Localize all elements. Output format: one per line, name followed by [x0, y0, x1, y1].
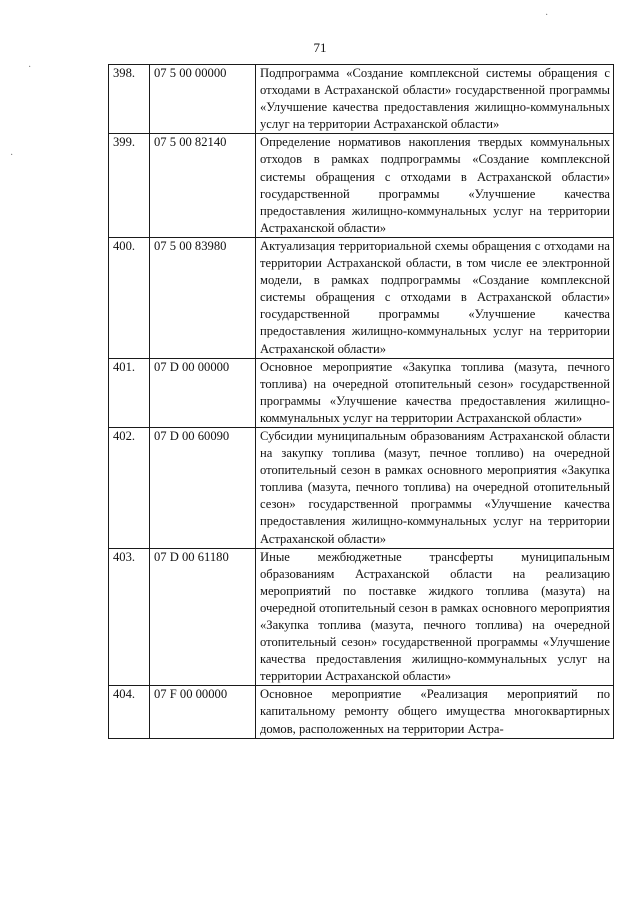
row-number: 400.: [109, 237, 150, 358]
row-description: Основное мероприятие «Закупка топлива (мазута, печного топлива) на очередной отопительный сезон» государственной программы «Улучшение качества предоставления жилищно-коммунальных услуг на территории Астраханской области»: [256, 358, 614, 427]
table-row: [109, 427, 614, 548]
scan-dot: ·: [10, 150, 14, 161]
page-number: 71: [313, 40, 327, 55]
budget-code: 07 D 00 61180: [150, 548, 256, 686]
budget-code: 07 F 00 00000: [150, 686, 256, 738]
row-description: Иные межбюджетные трансферты муниципальным образованиям Астраханской области на реализацию мероприятий по поставке жидкого топлива (мазута) на очередной отопительный сезон в рамках основного мероприятия «Закупка топлива (мазута, печного топлива) на очередной отопительный сезон» государственной программы «Улучшение качества предоставления жилищно-коммунальных услуг на территории Астраханской области»: [256, 548, 614, 686]
row-number: 399.: [109, 134, 150, 238]
scan-dot: ·: [28, 62, 32, 73]
row-number: 404.: [109, 686, 150, 738]
table-row: [109, 237, 614, 358]
table-row: [109, 548, 614, 686]
budget-code: 07 D 00 00000: [150, 358, 256, 427]
table-row: [109, 134, 614, 238]
budget-code: 07 D 00 60090: [150, 427, 256, 548]
row-description: Основное мероприятие «Реализация мероприятий по капитальному ремонту общего имущества многоквартирных домов, расположенных на территории Астра-: [256, 686, 614, 738]
row-description: Субсидии муниципальным образованиям Астраханской области на закупку топлива (мазут, печное топливо) на очередной отопительный сезон в рамках основного мероприятия «Закупка топлива (мазута, печного топлива) на очередной отопительный сезон» государственной программы «Улучшение качества предоставления жилищно-коммунальных услуг на территории Астраханской области»: [256, 427, 614, 548]
budget-code: 07 5 00 00000: [150, 65, 256, 134]
scan-dot: ·: [545, 10, 549, 21]
row-number: 403.: [109, 548, 150, 686]
row-number: 398.: [109, 65, 150, 134]
table-row: [109, 65, 614, 134]
table-row: [109, 358, 614, 427]
budget-code: 07 5 00 82140: [150, 134, 256, 238]
row-description: Подпрограмма «Создание комплексной системы обращения с отходами в Астраханской области» государственной программы «Улучшение качества предоставления жилищно-коммунальных услуг на территории Астраханской области»: [256, 65, 614, 134]
row-number: 401.: [109, 358, 150, 427]
row-number: 402.: [109, 427, 150, 548]
budget-code-table: [108, 64, 614, 739]
table-row: [109, 686, 614, 738]
row-description: Определение нормативов накопления твердых коммунальных отходов в рамках подпрограммы «Создание комплексной системы обращения с отходами в Астраханской области» государственной программы «Улучшение качества предоставления жилищно-коммунальных услуг на территории Астраханской области»: [256, 134, 614, 238]
budget-code: 07 5 00 83980: [150, 237, 256, 358]
row-description: Актуализация территориальной схемы обращения с отходами на территории Астраханской области, в том числе ее электронной модели, в рамках подпрограммы «Создание комплексной системы обращения с отходами в Астраханской области» государственной программы «Улучшение качества предоставления жилищно-коммунальных услуг на территории Астраханской области»: [256, 237, 614, 358]
